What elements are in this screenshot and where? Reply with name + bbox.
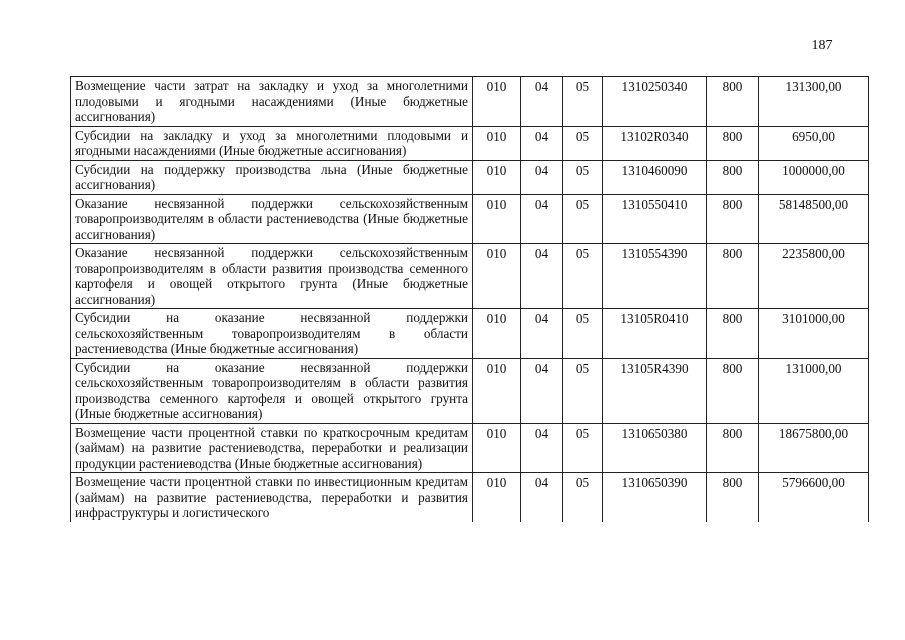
subsection-code: 05	[563, 358, 603, 423]
row-description: Возмещение части процентной ставки по инвестиционным кредитам (займам) на развитие растениеводства, переработки и развития инфраструктуры и логистического	[71, 473, 473, 522]
expense-type-code: 800	[707, 358, 759, 423]
table-row	[71, 473, 869, 522]
subsection-code: 05	[563, 309, 603, 359]
target-article-code: 13105R4390	[603, 358, 707, 423]
table-row	[71, 194, 869, 244]
table-row	[71, 358, 869, 423]
section-code: 04	[521, 358, 563, 423]
section-code: 04	[521, 77, 563, 127]
section-code: 04	[521, 194, 563, 244]
table-row	[71, 423, 869, 473]
target-article-code: 1310460090	[603, 160, 707, 194]
table-row	[71, 77, 869, 127]
table-row	[71, 309, 869, 359]
table-row	[71, 160, 869, 194]
target-article-code: 1310250340	[603, 77, 707, 127]
ministry-code: 010	[473, 126, 521, 160]
expense-type-code: 800	[707, 309, 759, 359]
ministry-code: 010	[473, 77, 521, 127]
section-code: 04	[521, 126, 563, 160]
target-article-code: 1310650390	[603, 473, 707, 522]
amount: 3101000,00	[759, 309, 869, 359]
amount: 1000000,00	[759, 160, 869, 194]
table-row	[71, 126, 869, 160]
ministry-code: 010	[473, 244, 521, 309]
amount: 2235800,00	[759, 244, 869, 309]
ministry-code: 010	[473, 473, 521, 522]
ministry-code: 010	[473, 423, 521, 473]
table-row	[71, 244, 869, 309]
amount: 58148500,00	[759, 194, 869, 244]
expense-type-code: 800	[707, 126, 759, 160]
expense-type-code: 800	[707, 244, 759, 309]
row-description: Субсидии на оказание несвязанной поддержки сельскохозяйственным товаропроизводителям в области растениеводства (Иные бюджетные ассигнования)	[71, 309, 473, 359]
section-code: 04	[521, 244, 563, 309]
row-description: Субсидии на поддержку производства льна (Иные бюджетные ассигнования)	[71, 160, 473, 194]
budget-table	[70, 76, 869, 522]
section-code: 04	[521, 423, 563, 473]
target-article-code: 1310650380	[603, 423, 707, 473]
subsection-code: 05	[563, 160, 603, 194]
expense-type-code: 800	[707, 423, 759, 473]
subsection-code: 05	[563, 77, 603, 127]
row-description: Возмещение части затрат на закладку и уход за многолетними плодовыми и ягодными насаждениями (Иные бюджетные ассигнования)	[71, 77, 473, 127]
expense-type-code: 800	[707, 77, 759, 127]
row-description: Оказание несвязанной поддержки сельскохозяйственным товаропроизводителям в области растениеводства (Иные бюджетные ассигнования)	[71, 194, 473, 244]
row-description: Субсидии на оказание несвязанной поддержки сельскохозяйственным товаропроизводителям в области развития производства семенного картофеля и овощей открытого грунта (Иные бюджетные ассигнования)	[71, 358, 473, 423]
target-article-code: 13105R0410	[603, 309, 707, 359]
ministry-code: 010	[473, 309, 521, 359]
ministry-code: 010	[473, 160, 521, 194]
target-article-code: 1310550410	[603, 194, 707, 244]
subsection-code: 05	[563, 473, 603, 522]
row-description: Оказание несвязанной поддержки сельскохозяйственным товаропроизводителям в области развития производства семенного картофеля и овощей открытого грунта (Иные бюджетные ассигнования)	[71, 244, 473, 309]
subsection-code: 05	[563, 194, 603, 244]
ministry-code: 010	[473, 358, 521, 423]
target-article-code: 13102R0340	[603, 126, 707, 160]
target-article-code: 1310554390	[603, 244, 707, 309]
subsection-code: 05	[563, 244, 603, 309]
amount: 5796600,00	[759, 473, 869, 522]
expense-type-code: 800	[707, 160, 759, 194]
amount: 6950,00	[759, 126, 869, 160]
page-number: 187	[811, 38, 833, 53]
expense-type-code: 800	[707, 194, 759, 244]
section-code: 04	[521, 160, 563, 194]
section-code: 04	[521, 473, 563, 522]
amount: 18675800,00	[759, 423, 869, 473]
row-description: Субсидии на закладку и уход за многолетними плодовыми и ягодными насаждениями (Иные бюджетные ассигнования)	[71, 126, 473, 160]
subsection-code: 05	[563, 423, 603, 473]
amount: 131000,00	[759, 358, 869, 423]
ministry-code: 010	[473, 194, 521, 244]
amount: 131300,00	[759, 77, 869, 127]
expense-type-code: 800	[707, 473, 759, 522]
subsection-code: 05	[563, 126, 603, 160]
row-description: Возмещение части процентной ставки по краткосрочным кредитам (займам) на развитие растениеводства, переработки и реализации продукции растениеводства (Иные бюджетные ассигнования)	[71, 423, 473, 473]
section-code: 04	[521, 309, 563, 359]
